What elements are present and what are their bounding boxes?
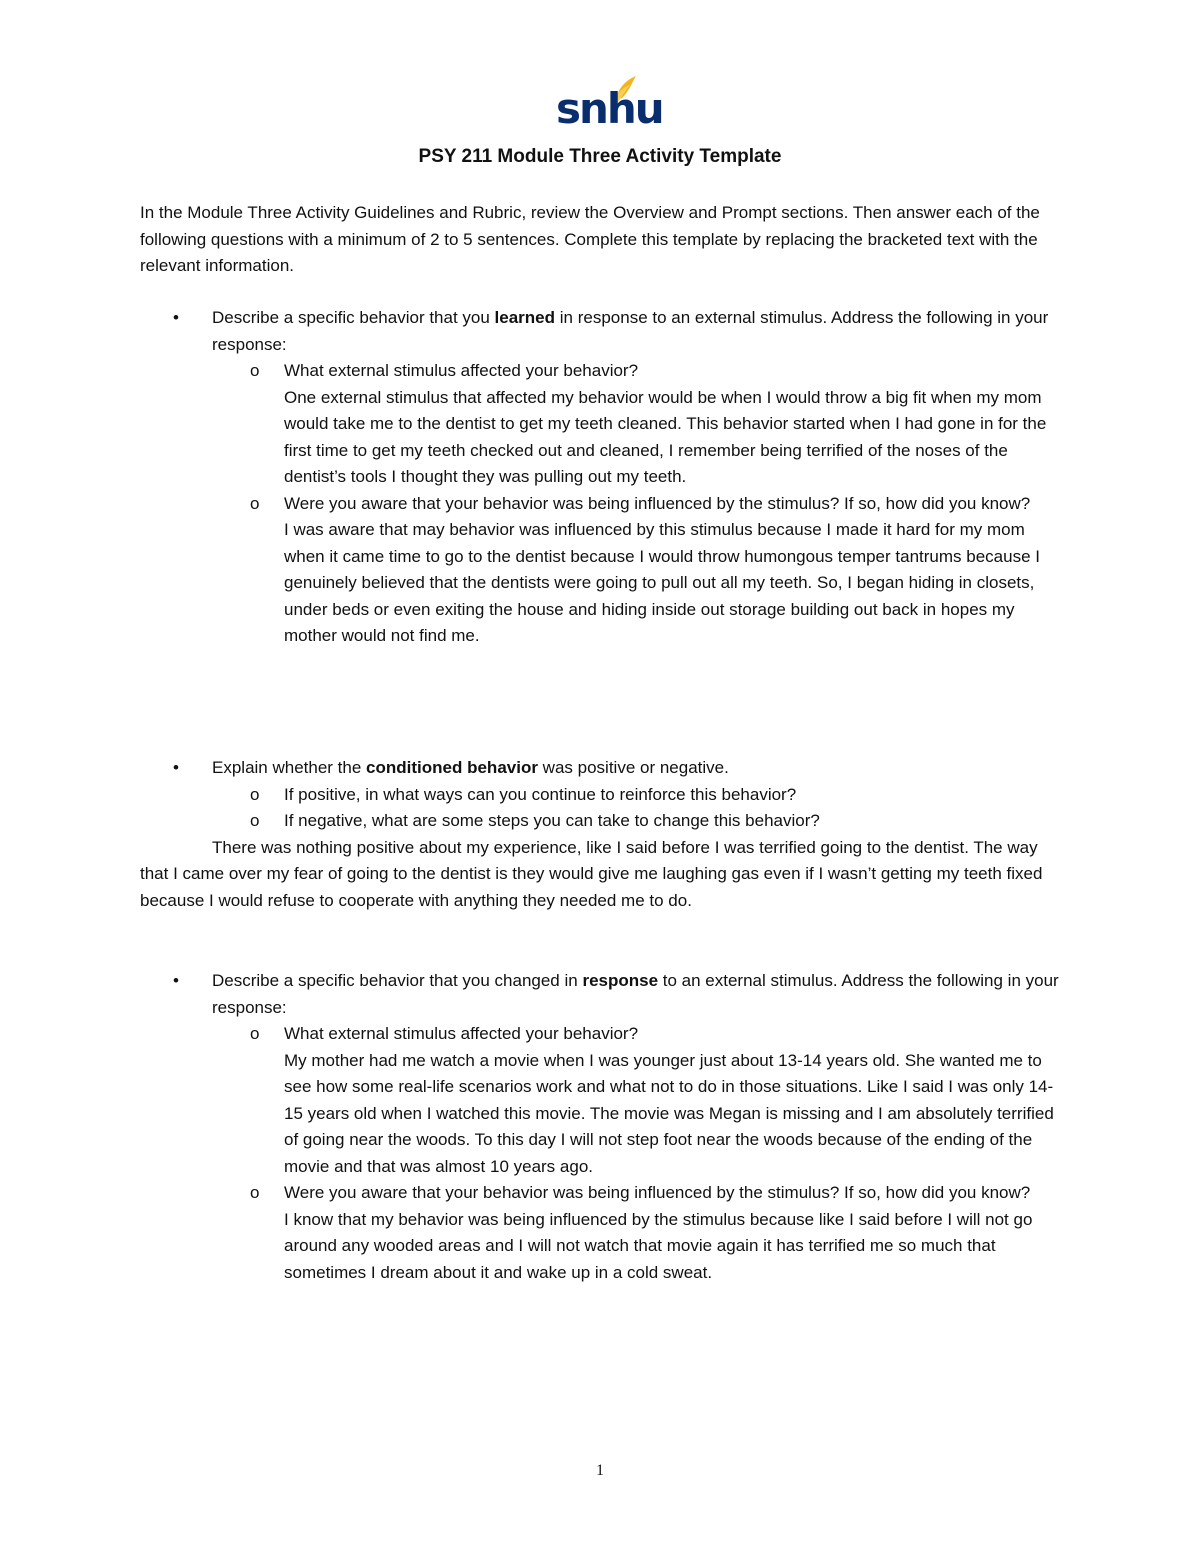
prompt-text-end: was positive or negative. <box>537 758 729 777</box>
sub-question <box>140 358 1070 385</box>
answer-text: There was nothing positive about my experience, like I said before I was terrified going to the dentist. The way that I came over my fear of going to the dentist is they would give me laughing gas even if I wasn’t getting my teeth fixed because I would refuse to cooperate with anything they needed me to do. <box>140 837 1043 910</box>
prompt-text: Describe a specific behavior that you <box>212 308 495 327</box>
prompt-bold: conditioned behavior <box>366 758 538 777</box>
answer-text: I was aware that may behavior was influenced by this stimulus because I made it hard for my mom when it came time to go to the dentist because I would throw humongous temper tantrums because I genuinely believed that the dentists were going to pull out all my teeth. So, I began hiding in closets, under beds or even exiting the house and hiding inside out storage building out back in hopes my mother would not find me. <box>284 520 1040 645</box>
bullet-item <box>140 755 1070 782</box>
bullet-item <box>140 305 1070 358</box>
section-learned-behavior <box>140 305 1070 650</box>
snhu-logo <box>556 74 663 134</box>
sub-question <box>140 491 1070 518</box>
page-number: 1 <box>596 1462 604 1479</box>
sub-question <box>140 1021 1070 1048</box>
prompt-bold: response <box>582 971 659 990</box>
prompt-text-end: in response to an external stimulus. Address the following in your response: <box>212 308 1049 354</box>
sub-bullet-marker: o <box>250 811 260 830</box>
sub-bullet-marker: o <box>250 493 260 513</box>
prompt-bold: learned <box>494 308 556 327</box>
answer-text: One external stimulus that affected my behavior would be when I would throw a big fit when my mom would take me to the dentist to get my teeth cleaned. This behavior started when I had gone in for the first time to get my teeth checked out and cleaned, I remember being terrified of the noses of the dentist’s tools I thought they was pulling out my teeth. <box>284 387 1047 486</box>
answer-text: I know that my behavior was being influenced by the stimulus because like I said before I will not go around any wooded areas and I will not watch that movie again it has terrified me so much that sometimes I dream about it and wake up in a cold sweat. <box>284 1209 1033 1282</box>
question-text: What external stimulus affected your behavior? <box>284 361 639 380</box>
question-text: What external stimulus affected your behavior? <box>284 1024 639 1043</box>
sub-question <box>140 808 1070 835</box>
sub-question <box>140 782 1070 809</box>
prompt-text: Explain whether the <box>212 758 367 777</box>
prompt-text-end: to an external stimulus. Address the following in your response: <box>212 971 1059 1017</box>
prompt-text: Describe a specific behavior that you changed in <box>212 971 583 990</box>
document-title: PSY 211 Module Three Activity Template <box>418 146 782 167</box>
question-text: Were you aware that your behavior was being influenced by the stimulus? If so, how did you know? <box>284 1183 1031 1202</box>
sub-bullet-marker: o <box>250 1024 260 1043</box>
sub-bullet-marker: o <box>250 784 260 804</box>
section-changed-behavior <box>140 968 1070 1286</box>
sub-question <box>140 1180 1070 1207</box>
question-text: If negative, what are some steps you can take to change this behavior? <box>284 811 820 830</box>
sub-bullet-marker: o <box>250 361 260 380</box>
bullet-marker: • <box>173 308 179 327</box>
intro-paragraph: In the Module Three Activity Guidelines and Rubric, review the Overview and Prompt sections. Then answer each of the following questions with a minimum of 2 to 5 sentences. Complete this template by replacing the bracketed text with the relevant information. <box>140 203 1040 275</box>
question-text: Were you aware that your behavior was being influenced by the stimulus? If so, how did you know? <box>284 493 1031 513</box>
question-text: If positive, in what ways can you continue to reinforce this behavior? <box>284 784 797 804</box>
bullet-marker: • <box>173 971 179 990</box>
bullet-marker: • <box>173 758 179 777</box>
section-conditioned-behavior <box>140 755 1070 914</box>
bullet-item <box>140 968 1070 1021</box>
answer-text: My mother had me watch a movie when I was younger just about 13-14 years old. She wanted me to see how some real-life scenarios work and what not to do in those situations. Like I said I was only 14-15 years old when I watched this movie. The movie was Megan is missing and I am absolutely terrified of going near the woods. To this day I will not step foot near the woods because of the ending of the movie and that was almost 10 years ago. <box>284 1050 1054 1176</box>
logo-wordmark: snhu <box>556 84 663 133</box>
sub-bullet-marker: o <box>250 1183 260 1202</box>
